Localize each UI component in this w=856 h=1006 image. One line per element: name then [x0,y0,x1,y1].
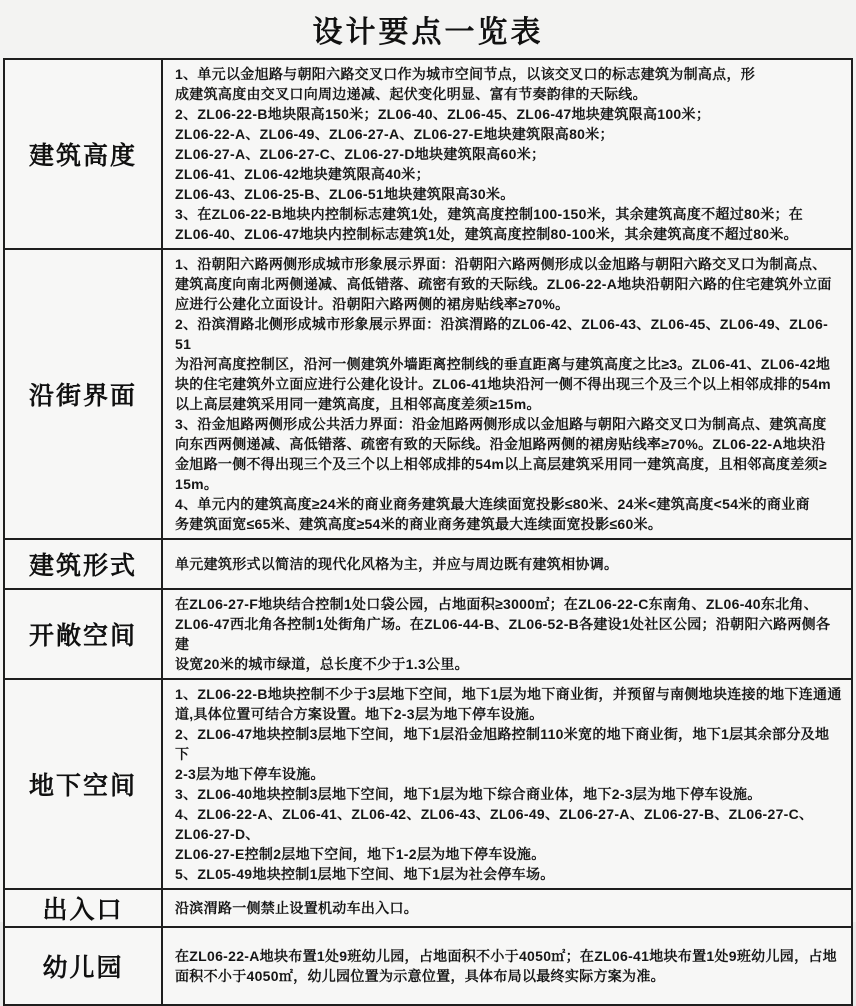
table-row [5,680,851,890]
content-line: 成建筑高度由交叉口向周边递减、起伏变化明显、富有节奏韵律的天际线。 [175,86,647,102]
content-line: 5、ZL05-49地块控制1层地下空间、地下1层为社会停车场。 [175,866,555,882]
row-content-cell [163,590,851,678]
content-line: ZL06-22-A、ZL06-49、ZL06-27-A、ZL06-27-E地块建筑限高80米； [175,126,614,142]
row-label: 沿街界面 [28,382,137,410]
content-line: 15m。 [175,476,219,492]
content-line: 面积不小于4050㎡，幼儿园位置为示意位置，具体布局以最终实际方案为准。 [175,968,665,984]
content-line: 1、沿朝阳六路两侧形成城市形象展示界面：沿朝阳六路两侧形成以金旭路与朝阳六路交叉口为制高点、 [175,256,827,272]
content-line: 4、单元内的建筑高度≥24米的商业商务建筑最大连续面宽投影≤80米、24米<建筑高度<54米的商业商 [175,496,810,512]
table-row [5,60,851,250]
row-label-cell [5,928,163,1004]
content-line: 在ZL06-22-A地块布置1处9班幼儿园，占地面积不小于4050㎡；在ZL06-41地块布置1处9班幼儿园，占地 [175,948,837,964]
content-line: ZL06-43、ZL06-25-B、ZL06-51地块建筑限高30米。 [175,186,515,202]
row-label: 地下空间 [28,772,137,800]
row-content-cell [163,540,851,588]
content-line: 块的住宅建筑外立面应进行公建化设计。ZL06-41地块沿河一侧不得出现三个及三个以上相邻成排的54m [175,376,831,392]
content-line: 1、ZL06-22-B地块控制不少于3层地下空间，地下1层为地下商业街，并预留与南侧地块连接的地下连通通 [175,686,842,702]
content-line: 2、沿滨渭路北侧形成城市形象展示界面：沿滨渭路的ZL06-42、ZL06-43、ZL06-45、ZL06-49、ZL06-51 [175,316,829,352]
row-label: 建筑形式 [28,552,137,580]
content-line: 向东西两侧递减、高低错落、疏密有致的天际线。沿金旭路两侧的裙房贴线率≥70%。ZL06-22-A地块沿 [175,436,826,452]
content-line: 1、单元以金旭路与朝阳六路交叉口作为城市空间节点，以该交叉口的标志建筑为制高点，形 [175,66,756,82]
row-label: 幼儿园 [42,954,124,982]
page-title: 设计要点一览表 [312,16,544,49]
content-line: 金旭路一侧不得出现三个及三个以上相邻成排的54m以上高层建筑采用同一建筑高度，且相邻高度差须≥ [175,456,827,472]
row-label-cell [5,680,163,888]
content-line: 设宽20米的城市绿道，总长度不少于1.3公里。 [175,656,469,672]
content-line: 单元建筑形式以简洁的现代化风格为主，并应与周边既有建筑相协调。 [175,556,619,572]
content-line: 沿滨渭路一侧禁止设置机动车出入口。 [175,900,419,916]
content-line: ZL06-27-E控制2层地下空间，地下1-2层为地下停车设施。 [175,846,546,862]
row-label-cell [5,250,163,538]
content-line: 应进行公建化立面设计。沿朝阳六路两侧的裙房贴线率≥70%。 [175,296,570,312]
content-line: 3、ZL06-40地块控制3层地下空间，地下1层为地下综合商业体，地下2-3层为地下停车设施。 [175,786,762,802]
row-content-cell [163,928,851,1004]
row-content-cell [163,890,851,926]
content-line: 道,具体位置可结合方案设置。地下2-3层为地下停车设施。 [175,706,544,722]
row-content-cell [163,680,851,888]
content-line: 2-3层为地下停车设施。 [175,766,325,782]
content-line: 4、ZL06-22-A、ZL06-41、ZL06-42、ZL06-43、ZL06-49、ZL06-27-A、ZL06-27-B、ZL06-27-C、ZL06-27-D、 [175,806,814,842]
table-row [5,540,851,590]
row-label: 建筑高度 [28,142,137,170]
content-line: ZL06-40、ZL06-47地块内控制标志建筑1处，建筑高度控制80-100米，其余建筑高度不超过80米。 [175,226,798,242]
title-bar [0,0,856,58]
content-line: 以上高层建筑采用同一建筑高度，且相邻高度差须≥15m。 [175,396,541,412]
row-label: 出入口 [42,896,124,924]
table-row [5,590,851,680]
content-line: 务建筑面宽≤65米、建筑高度≥54米的商业商务建筑最大连续面宽投影≤60米。 [175,516,663,532]
row-content-cell [163,60,851,248]
content-line: 在ZL06-27-F地块结合控制1处口袋公园，占地面积≥3000㎡；在ZL06-22-C东南角、ZL06-40东北角、 [175,596,819,612]
content-line: 建筑高度向南北两侧递减、高低错落、疏密有致的天际线。ZL06-22-A地块沿朝阳六路的住宅建筑外立面 [175,276,832,292]
content-line: ZL06-27-A、ZL06-27-C、ZL06-27-D地块建筑限高60米； [175,146,546,162]
design-points-table [3,58,853,1006]
row-label-cell [5,60,163,248]
content-line: ZL06-47西北角各控制1处街角广场。在ZL06-44-B、ZL06-52-B各建设1处社区公园；沿朝阳六路两侧各建 [175,616,831,652]
content-line: ZL06-41、ZL06-42地块建筑限高40米； [175,166,430,182]
content-line: 3、在ZL06-22-B地块内控制标志建筑1处，建筑高度控制100-150米，其余建筑高度不超过80米；在 [175,206,804,222]
row-content-cell [163,250,851,538]
content-line: 2、ZL06-22-B地块限高150米；ZL06-40、ZL06-45、ZL06-47地块建筑限高100米； [175,106,711,122]
content-line: 2、ZL06-47地块控制3层地下空间，地下1层沿金旭路控制110米宽的地下商业街，地下1层其余部分及地下 [175,726,830,762]
content-line: 为沿河高度控制区，沿河一侧建筑外墙距离控制线的垂直距离与建筑高度之比≥3。ZL06-41、ZL06-42地 [175,356,831,372]
content-line: 3、沿金旭路两侧形成公共活力界面：沿金旭路两侧形成以金旭路与朝阳六路交叉口为制高点、建筑高度 [175,416,827,432]
table-row [5,928,851,1004]
row-label-cell [5,590,163,678]
table-row [5,250,851,540]
row-label-cell [5,540,163,588]
table-row [5,890,851,928]
row-label: 开敞空间 [28,622,137,650]
row-label-cell [5,890,163,926]
